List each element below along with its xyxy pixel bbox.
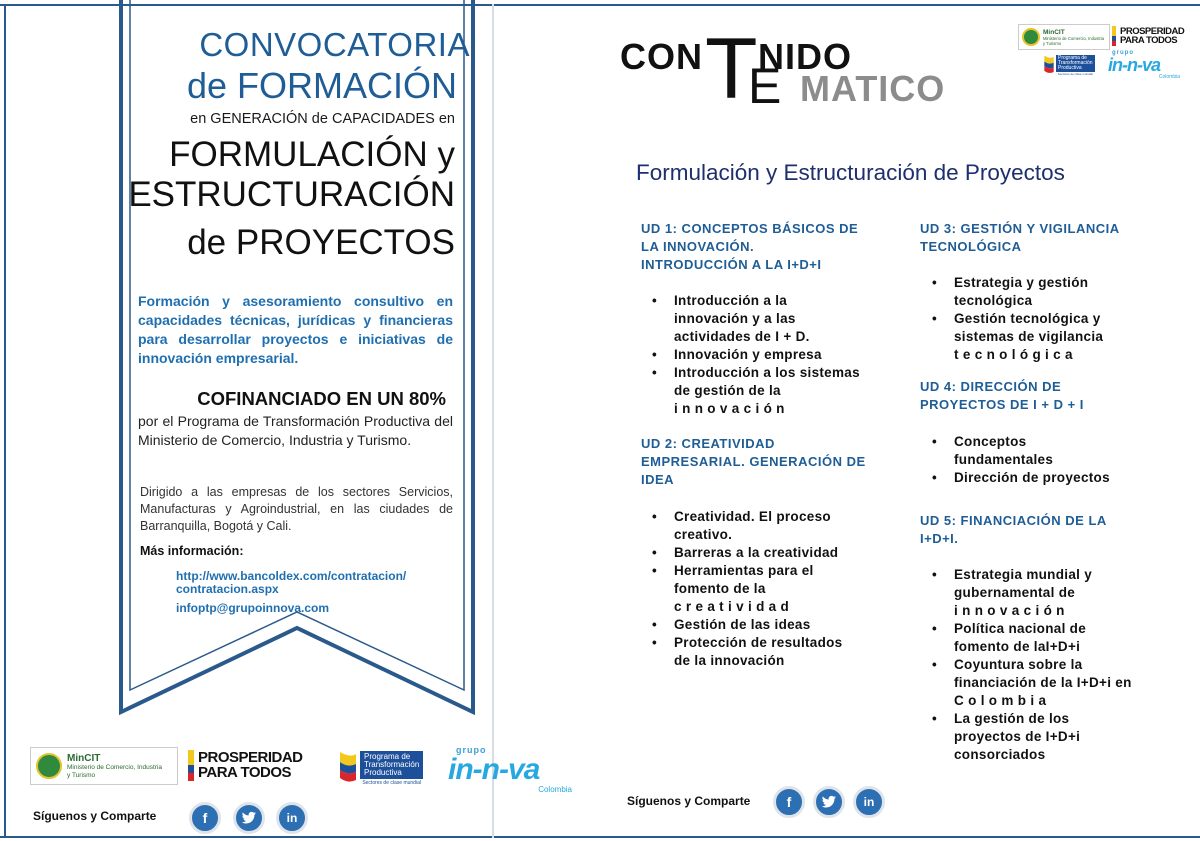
unit-5-list bbox=[926, 566, 1188, 764]
list-item: • Gestión de las ideas bbox=[646, 616, 906, 634]
twitter-icon[interactable] bbox=[813, 786, 845, 818]
title-estructuracion: ESTRUCTURACIÓN bbox=[128, 175, 455, 214]
ptp-line3: Productiva bbox=[364, 767, 402, 777]
list-item: • Introducción a la innovación y a las actividades de I + D. bbox=[646, 292, 896, 346]
prosperidad-line1-top: PROSPERIDAD bbox=[1120, 25, 1185, 37]
innova-grupo: grupo bbox=[456, 745, 487, 755]
ptp-caption-top: Sectores de clase mundial bbox=[1057, 71, 1093, 76]
title-de-proyectos: de PROYECTOS bbox=[187, 223, 455, 262]
ptp-line2-top: Transformación bbox=[1058, 59, 1093, 66]
innova-country: Colombia bbox=[538, 785, 572, 794]
colombia-flag-wave-icon bbox=[336, 750, 360, 786]
list-item: • Innovación y empresa bbox=[646, 346, 896, 364]
list-item: • Coyuntura sobre la financiación de la I+D+i en C o l o m b i a bbox=[926, 656, 1188, 710]
program-heading: Formulación y Estructuración de Proyectos bbox=[636, 160, 1065, 185]
mincit-subtitle: Ministerio de Comercio, Industria y Turismo bbox=[67, 763, 163, 779]
info-url-link[interactable] bbox=[176, 570, 466, 596]
grupo-innova-logo-top bbox=[1108, 50, 1180, 80]
mincit-name-top: MinCIT bbox=[1043, 28, 1065, 36]
ptp-caption: Sectores de clase mundial bbox=[362, 779, 421, 786]
title-con: CON bbox=[620, 36, 703, 77]
list-item: • Estrategia y gestión tecnológica bbox=[926, 274, 1186, 310]
fold-line bbox=[492, 4, 494, 838]
innova-name: in-n-va bbox=[448, 753, 540, 786]
colombia-seal-icon bbox=[1022, 28, 1040, 46]
list-item: • Protección de resultados de la innovación bbox=[646, 634, 906, 670]
innova-grupo-top: grupo bbox=[1112, 50, 1134, 56]
title-matico: MATICO bbox=[800, 68, 946, 109]
mincit-logo bbox=[30, 747, 178, 785]
unit-3-list bbox=[926, 274, 1186, 364]
innova-name-top: in-n-va bbox=[1108, 55, 1161, 75]
list-item: • Creatividad. El proceso creativo. bbox=[646, 508, 906, 544]
ptp-line3-top: Productiva bbox=[1058, 64, 1082, 71]
twitter-icon[interactable] bbox=[233, 802, 265, 834]
follow-label-right: Síguenos y Comparte bbox=[627, 794, 751, 808]
ptp-logo-top bbox=[1042, 54, 1095, 76]
list-item: • Dirección de proyectos bbox=[926, 469, 1186, 487]
list-item: • Introducción a los sistemas de gestión de la i n n o v a c i ó n bbox=[646, 364, 896, 418]
mas-informacion-label: Más información: bbox=[140, 544, 244, 558]
mincit-logo-top bbox=[1018, 24, 1110, 50]
list-item: • La gestión de los proyectos de I+D+i consorciados bbox=[926, 710, 1188, 764]
grupo-innova-logo bbox=[448, 745, 572, 794]
follow-label-left: Síguenos y Comparte bbox=[33, 809, 157, 823]
list-item: • Estrategia mundial y gubernamental de i n n o v a c i ó n bbox=[926, 566, 1188, 620]
ptp-line1: Programa de bbox=[364, 751, 411, 761]
info-url-line1: http://www.bancoldex.com/contratacion/ bbox=[176, 569, 407, 583]
list-item: • Conceptos fundamentales bbox=[926, 433, 1186, 469]
colombia-flag-bar-icon bbox=[188, 750, 194, 781]
mincit-name: MinCIT bbox=[67, 752, 101, 764]
unit-2-list bbox=[646, 508, 906, 670]
unit-5-title: UD 5: FINANCIACIÓN DE LA I+D+I. bbox=[920, 513, 1107, 546]
prosperidad-line1: PROSPERIDAD bbox=[198, 749, 303, 767]
unit-4-title: UD 4: DIRECCIÓN DE PROYECTOS DE I + D + I bbox=[920, 379, 1084, 412]
ptp-logo bbox=[336, 750, 423, 786]
facebook-icon[interactable]: f bbox=[773, 786, 805, 818]
ptp-line2: Transformación bbox=[364, 759, 420, 769]
dirigido-paragraph: Dirigido a las empresas de los sectores Servicios, Manufacturas y Agroindustrial, en las ciudades de Barranquilla, Bogotá y Cali. bbox=[140, 485, 453, 533]
prosperidad-logo-top bbox=[1112, 26, 1184, 46]
list-item: • Herramientas para el fomento de la c r e a t i v i d a d bbox=[646, 562, 906, 616]
prosperidad-line2-top: PARA TODOS bbox=[1120, 35, 1178, 46]
title-convocatoria: CONVOCATORIA bbox=[199, 26, 470, 63]
facebook-icon[interactable]: f bbox=[189, 802, 221, 834]
mincit-subtitle-top: Ministerio de Comercio, Industria y Turismo bbox=[1043, 35, 1105, 46]
ptp-line1-top: Programa de bbox=[1058, 54, 1087, 61]
colombia-seal-icon bbox=[36, 753, 62, 779]
cofinanciado-heading: COFINANCIADO EN UN 80% bbox=[197, 388, 446, 409]
unit-4-list bbox=[926, 433, 1186, 487]
info-url-line2: contratacion.aspx bbox=[176, 582, 279, 596]
title-big-t: T bbox=[705, 21, 758, 117]
unit-1-title: UD 1: CONCEPTOS BÁSICOS DE LA INNOVACIÓN. INTRODUCCIÓN A LA I+D+I bbox=[641, 221, 859, 272]
colombia-flag-bar-icon bbox=[1112, 26, 1116, 46]
frame-left-line bbox=[4, 4, 6, 837]
subtitle-capacidades: en GENERACIÓN de CAPACIDADES en bbox=[190, 111, 455, 127]
linkedin-icon[interactable]: in bbox=[276, 802, 308, 834]
title-big-e: E bbox=[748, 58, 782, 114]
description-paragraph: Formación y asesoramiento consultivo en capacidades técnicas, jurídicas y financieras para desarrollar proyectos e iniciativas de innovación empresarial. bbox=[138, 293, 453, 366]
list-item: • Barreras a la creatividad bbox=[646, 544, 906, 562]
colombia-flag-wave-icon bbox=[1042, 54, 1056, 76]
unit-3-title: UD 3: GESTIÓN Y VIGILANCIA TECNOLÓGICA bbox=[920, 221, 1120, 254]
innova-country-top: Colombia bbox=[1158, 74, 1180, 80]
title-de-formacion: de FORMACIÓN bbox=[186, 65, 457, 106]
list-item: • Política nacional de fomento de laI+D+i bbox=[926, 620, 1188, 656]
frame-bottom-line bbox=[0, 836, 1200, 838]
list-item: • Gestión tecnológica y sistemas de vigilancia t e c n o l ó g i c a bbox=[926, 310, 1186, 364]
prosperidad-line2: PARA TODOS bbox=[198, 763, 292, 781]
prosperidad-logo bbox=[188, 750, 303, 781]
title-formulacion: FORMULACIÓN y bbox=[169, 135, 455, 174]
unit-1-list bbox=[646, 292, 896, 418]
title-nido: NIDO bbox=[758, 36, 852, 77]
unit-2-title: UD 2: CREATIVIDAD EMPRESARIAL. GENERACIÓN DE IDEA bbox=[641, 436, 866, 487]
linkedin-icon[interactable]: in bbox=[853, 786, 885, 818]
cofinanciado-text: por el Programa de Transformación Productiva del Ministerio de Comercio, Industria y Turismo. bbox=[138, 413, 453, 448]
email-link[interactable]: infoptp@grupoinnova.com bbox=[176, 601, 330, 615]
